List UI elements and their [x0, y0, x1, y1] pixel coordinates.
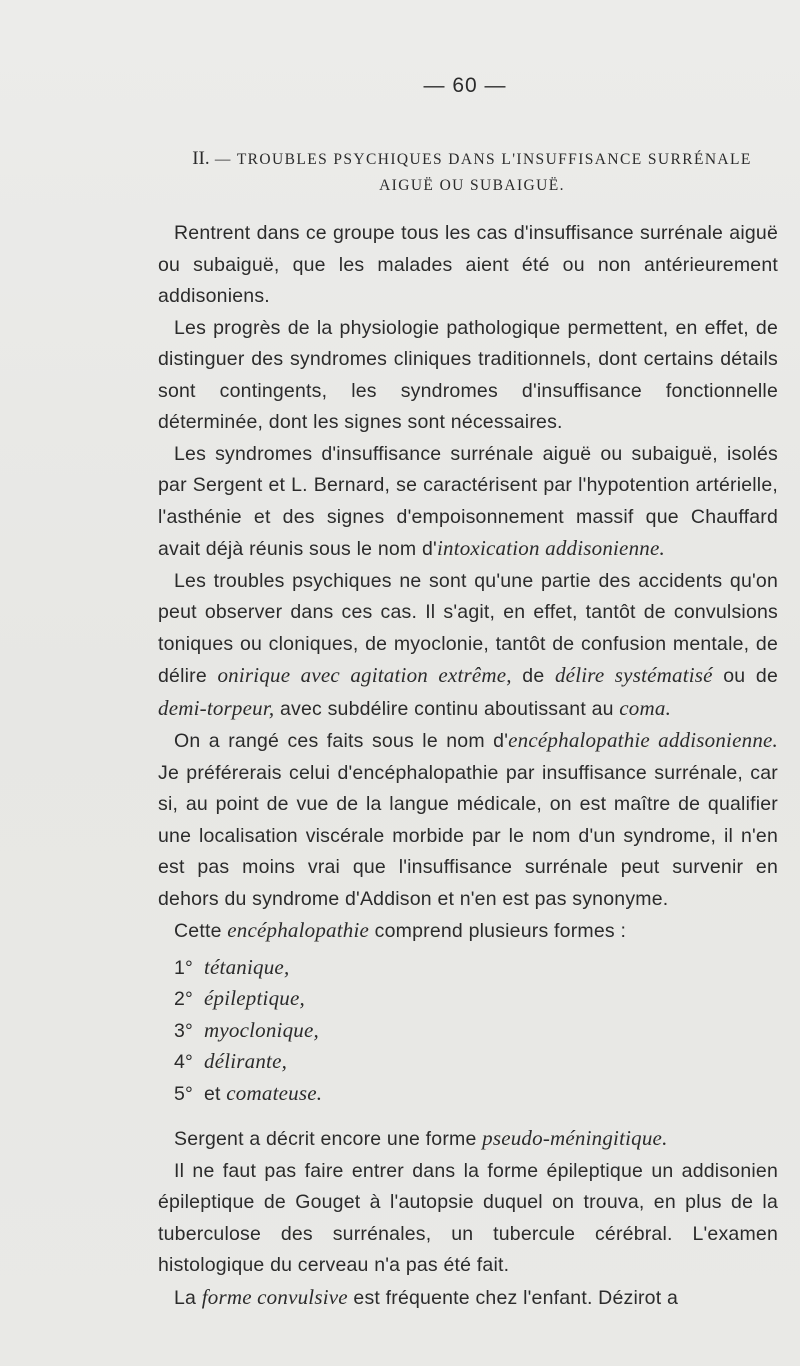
paragraph-8: Il ne faut pas faire entrer dans la forme épileptique un addisonien épileptique de Gouget à l'autopsie duquel on trouva, en plus de la tuberculose des surrénales, un tubercule cérébral. L'examen histologique du cerveau n'a pas été fait. [158, 1159, 778, 1276]
list-item-label: épileptique, [204, 986, 305, 1010]
paragraph-5 [158, 725, 778, 915]
paragraph-4-italic-3: demi-torpeur, [158, 695, 275, 720]
paragraph-2: Les progrès de la physiologie pathologique permettent, en effet, de distinguer des syndromes cliniques traditionnels, dont certains détails sont contingents, les syndromes d'insuffisance fonctionnelle déterminée, dont les signes sont nécessaires. [158, 316, 778, 433]
list-item-number: 4° [174, 1051, 194, 1073]
paragraph-4-text-d: avec subdélire continu aboutissant au [274, 697, 620, 720]
list-item [158, 1015, 778, 1047]
paragraph-6-italic: encéphalopathie [227, 918, 370, 942]
paragraph-4-italic-4: coma. [619, 695, 672, 720]
list-item [158, 983, 778, 1015]
section-title-line2: AIGUË OU SUBAIGUË. [379, 177, 565, 194]
body-text [158, 218, 778, 1314]
spacer [158, 1113, 778, 1123]
paragraph-5-italic: encéphalopathie addisonienne. [508, 728, 778, 752]
section-title-line1: — TROUBLES PSYCHIQUES DANS L'INSUFFISANCE SURRÉNALE [214, 151, 752, 168]
paragraph-9-text-a: La [174, 1286, 202, 1309]
section-number: II. [192, 148, 210, 169]
paragraph-1: Rentrent dans ce groupe tous les cas d'insuffisance surrénale aiguë ou subaiguë, que les malades aient été ou non antérieurement addisoniens. [158, 222, 778, 307]
list-item-number: 3° [174, 1019, 194, 1042]
list-item-number: 1° [174, 956, 194, 979]
paragraph-3-italic: intoxication addisonienne. [436, 536, 665, 560]
list-item-number: 2° [174, 988, 194, 1010]
paragraph-9-italic: forme convulsive [201, 1284, 348, 1309]
page-number: — 60 — [423, 74, 507, 97]
list-item [158, 1046, 778, 1078]
paragraph-4-text-b: de [511, 665, 555, 687]
list-item [158, 952, 778, 984]
paragraph-7-italic: pseudo-méningitique. [482, 1126, 668, 1150]
forms-list [158, 952, 778, 1110]
paragraph-6-text-b: comprend plusieurs formes : [369, 920, 627, 942]
paragraph-5-text-a: On a rangé ces faits sous le nom d' [174, 730, 509, 752]
section-heading-line1 [172, 146, 772, 173]
paragraph-4-text-a: Les troubles psychiques ne sont qu'une partie des accidents qu'on peut observer dans ces cas. Il s'agit, en effet, tantôt de convulsions toniques ou cloniques, de myoclonie, tantôt de confusion mentale, de délire [158, 569, 778, 687]
paragraph-3-text: Les syndromes d'insuffisance surrénale aiguë ou subaiguë, isolés par Sergent et L. Bernard, se caractérisent par l'hypotention artérielle, l'asthénie et des signes d'empoisonnement massif que Chauffard avait déjà réunis sous le nom d' [158, 442, 778, 560]
section-heading [172, 146, 772, 199]
list-item-label: comateuse. [226, 1080, 323, 1105]
list-item-label: délirante, [204, 1049, 288, 1073]
list-item-label: myoclonique, [204, 1017, 319, 1042]
paragraph-7-text: Sergent a décrit encore une forme [174, 1128, 483, 1150]
paragraph-9-text-b: est fréquente chez l'enfant. Dézirot a [347, 1286, 679, 1309]
paragraph-6 [158, 915, 778, 948]
paragraph-3 [158, 439, 778, 566]
list-item-label: tétanique, [204, 954, 290, 979]
paragraph-5-text-b: Je préférerais celui d'encéphalopathie par insuffisance surrénale, car si, au point de vue de la langue médicale, on est maître de qualifier une localisation viscérale morbide par le nom d'un syndrome, il n'en est pas moins vrai que l'insuffisance surrénale peut survenir en dehors du syndrome d'Addison et n'en est pas synonyme. [158, 761, 778, 910]
paragraph-4 [158, 566, 778, 726]
paragraph-9 [158, 1282, 778, 1315]
paragraph-4-italic-1: onirique avec agitation extrême, [217, 663, 512, 687]
list-item [158, 1078, 778, 1110]
list-item-number: 5° [174, 1082, 194, 1105]
paragraph-7 [158, 1123, 778, 1156]
paragraph-6-text-a: Cette [174, 920, 228, 942]
list-item-prefix: et [204, 1082, 227, 1105]
paragraph-4-text-c: ou de [712, 665, 779, 687]
paragraph-4-italic-2: délire systématisé [554, 663, 713, 687]
